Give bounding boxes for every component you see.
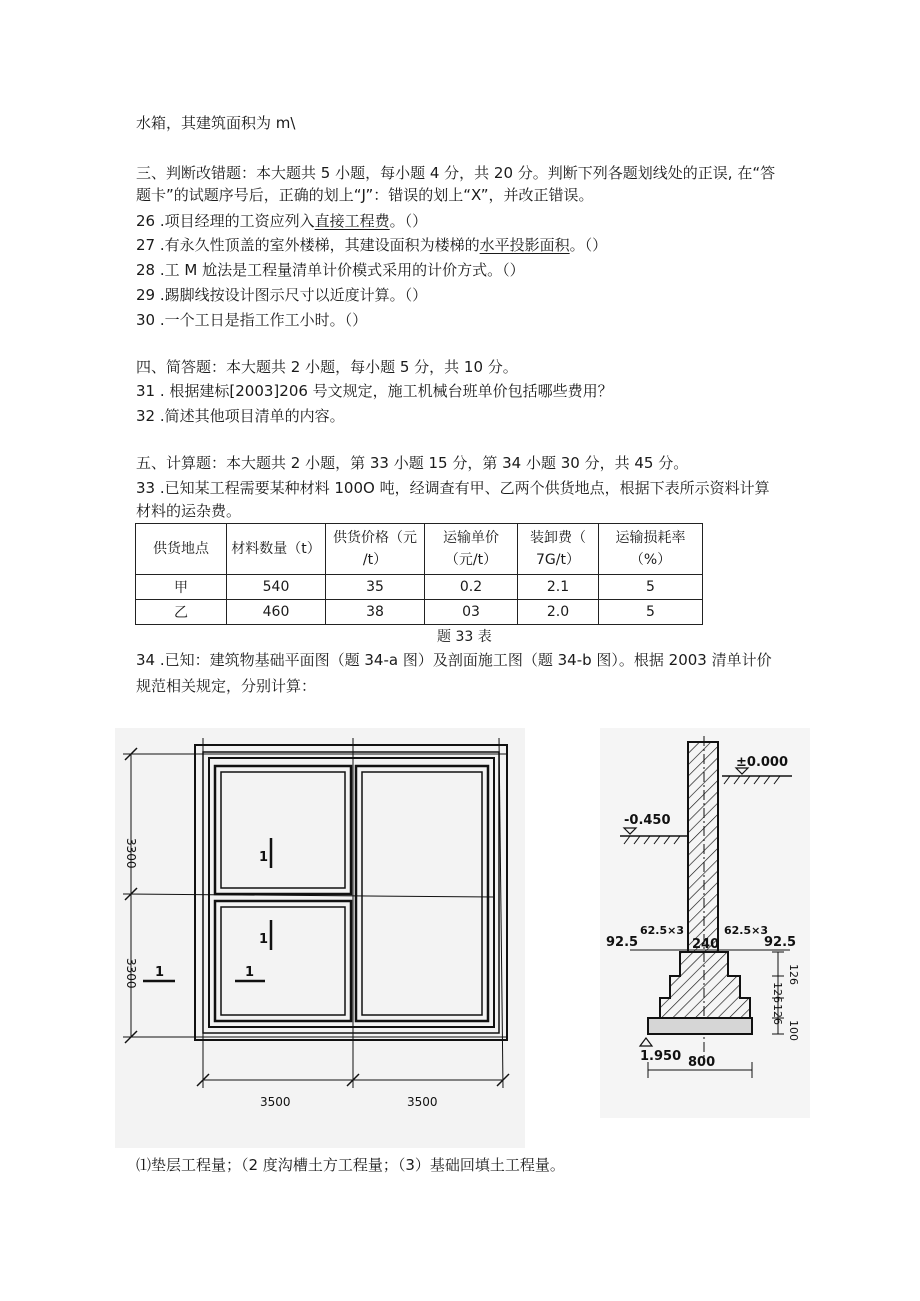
dim-step-left: 62.5×3 [640,924,685,937]
table-cell: 2.1 [518,575,599,600]
table-caption: 题 33 表 [437,629,492,645]
foundation-plan-drawing [115,728,525,1148]
section-3-title: 三、判断改错题：本大题共 5 小题，每小题 4 分，共 20 分。判断下列各题划线处的正误, 在“答 [136,164,776,182]
cut-mark-label-1: 1 [155,965,165,980]
question-33-cont: 材料的运杂费。 [136,502,242,520]
header-cell: 供货地点 [136,524,227,575]
table-cell: 5 [599,600,703,625]
question-27 [136,235,607,255]
table-header-row [136,524,703,575]
dim-3300-top: 3300 [124,838,138,869]
question-31: 31 . 根据建标[2003]206 号文规定，施工机械台班单价包括哪些费用？ [136,382,613,400]
question-32: 32 .简述其他项目清单的内容。 [136,407,345,425]
table-cell: 乙 [136,600,227,625]
q27-tail: 。（） [569,236,608,254]
question-28: 28 .工 M 尬法是工程量清单计价模式采用的计价方式。（） [136,261,525,279]
q27-number: 27 [136,236,156,254]
q26-text: .项目经理的工资应列入 [155,212,315,230]
q26-number: 26 [136,212,156,230]
header-cell: 供货价格（元 /t） [326,524,425,575]
cut-mark-label-4: 1 [259,932,269,947]
line-l0: 水箱，其建筑面积为 m\ [136,114,296,132]
foundation-section-drawing [600,728,810,1118]
question-34-cont: 规范相关规定，分别计算： [136,677,317,695]
table-cell: 38 [326,600,425,625]
dim-height-3: 126 [771,1004,784,1025]
table-cell: 2.0 [518,600,599,625]
dim-3500-left: 3500 [260,1095,291,1109]
section-5-title: 五、计算题：本大题共 2 小题，第 33 小题 15 分，第 34 小题 30 分，共 45 分。 [136,454,689,472]
section-3-title-cont: 题卡”的试题序号后，正确的划上“J”：错误的划上“X”，并改正错误。 [136,186,594,204]
dim-height-1: 126 [787,964,800,985]
dim-width-800: 800 [688,1055,716,1070]
table-cell: 03 [425,600,518,625]
q27-text: .有永久性顶盖的室外楼梯，其建设面积为楼梯的 [155,236,480,254]
dim-height-2: 126 [771,982,784,1003]
table-row [136,600,703,625]
header-cell: 材料数量（t） [227,524,326,575]
task-list: ⑴垫层工程量；（2 度沟槽土方工程量；（3）基础回填土工程量。 [136,1156,565,1174]
header-cell: 运输损耗率 （%） [599,524,703,575]
dim-left-offset: 92.5 [606,935,639,950]
q26-tail: 。（） [389,212,428,230]
section-4-title: 四、简答题：本大题共 2 小题，每小题 5 分，共 10 分。 [136,358,518,376]
table-cell: 5 [599,575,703,600]
question-33: 33 .已知某工程需要某种材料 100O 吨，经调查有甲、乙两个供货地点，根据下表所示资料计算 [136,479,770,497]
table-cell: 甲 [136,575,227,600]
elevation-ground: ±0.000 [736,755,789,770]
cut-mark-label-2: 1 [245,965,255,980]
header-cell: 运输单价 （元/t） [425,524,518,575]
table-cell: 460 [227,600,326,625]
dim-3500-right: 3500 [407,1095,438,1109]
table-cell: 540 [227,575,326,600]
table-cell: 35 [326,575,425,600]
header-cell: 装卸费（ 7G/t） [518,524,599,575]
table-33 [135,523,703,625]
elevation-bottom: 1.950 [640,1049,682,1064]
question-29: 29 .踢脚线按设计图示尺寸以近度计算。（） [136,286,428,304]
table-row [136,575,703,600]
dim-height-4: 100 [787,1020,800,1041]
dim-wall: 240 [692,937,720,952]
question-34: 34 .已知：建筑物基础平面图（题 34-a 图）及剖面施工图（题 34-b 图）。根据 2003 清单计价 [136,651,772,669]
q27-underlined: 水平投影面积 [479,236,570,254]
table-cell: 0.2 [425,575,518,600]
dim-3300-bottom: 3300 [124,958,138,989]
q26-underlined: 直接工程费 [314,212,390,230]
dim-step-right: 62.5×3 [724,924,769,937]
question-30: 30 .一个工日是指工作工小时。（） [136,311,368,329]
cut-mark-label-3: 1 [259,850,269,865]
dim-right-offset: 92.5 [764,935,797,950]
question-26 [136,211,427,231]
elevation-outside: -0.450 [624,813,671,828]
